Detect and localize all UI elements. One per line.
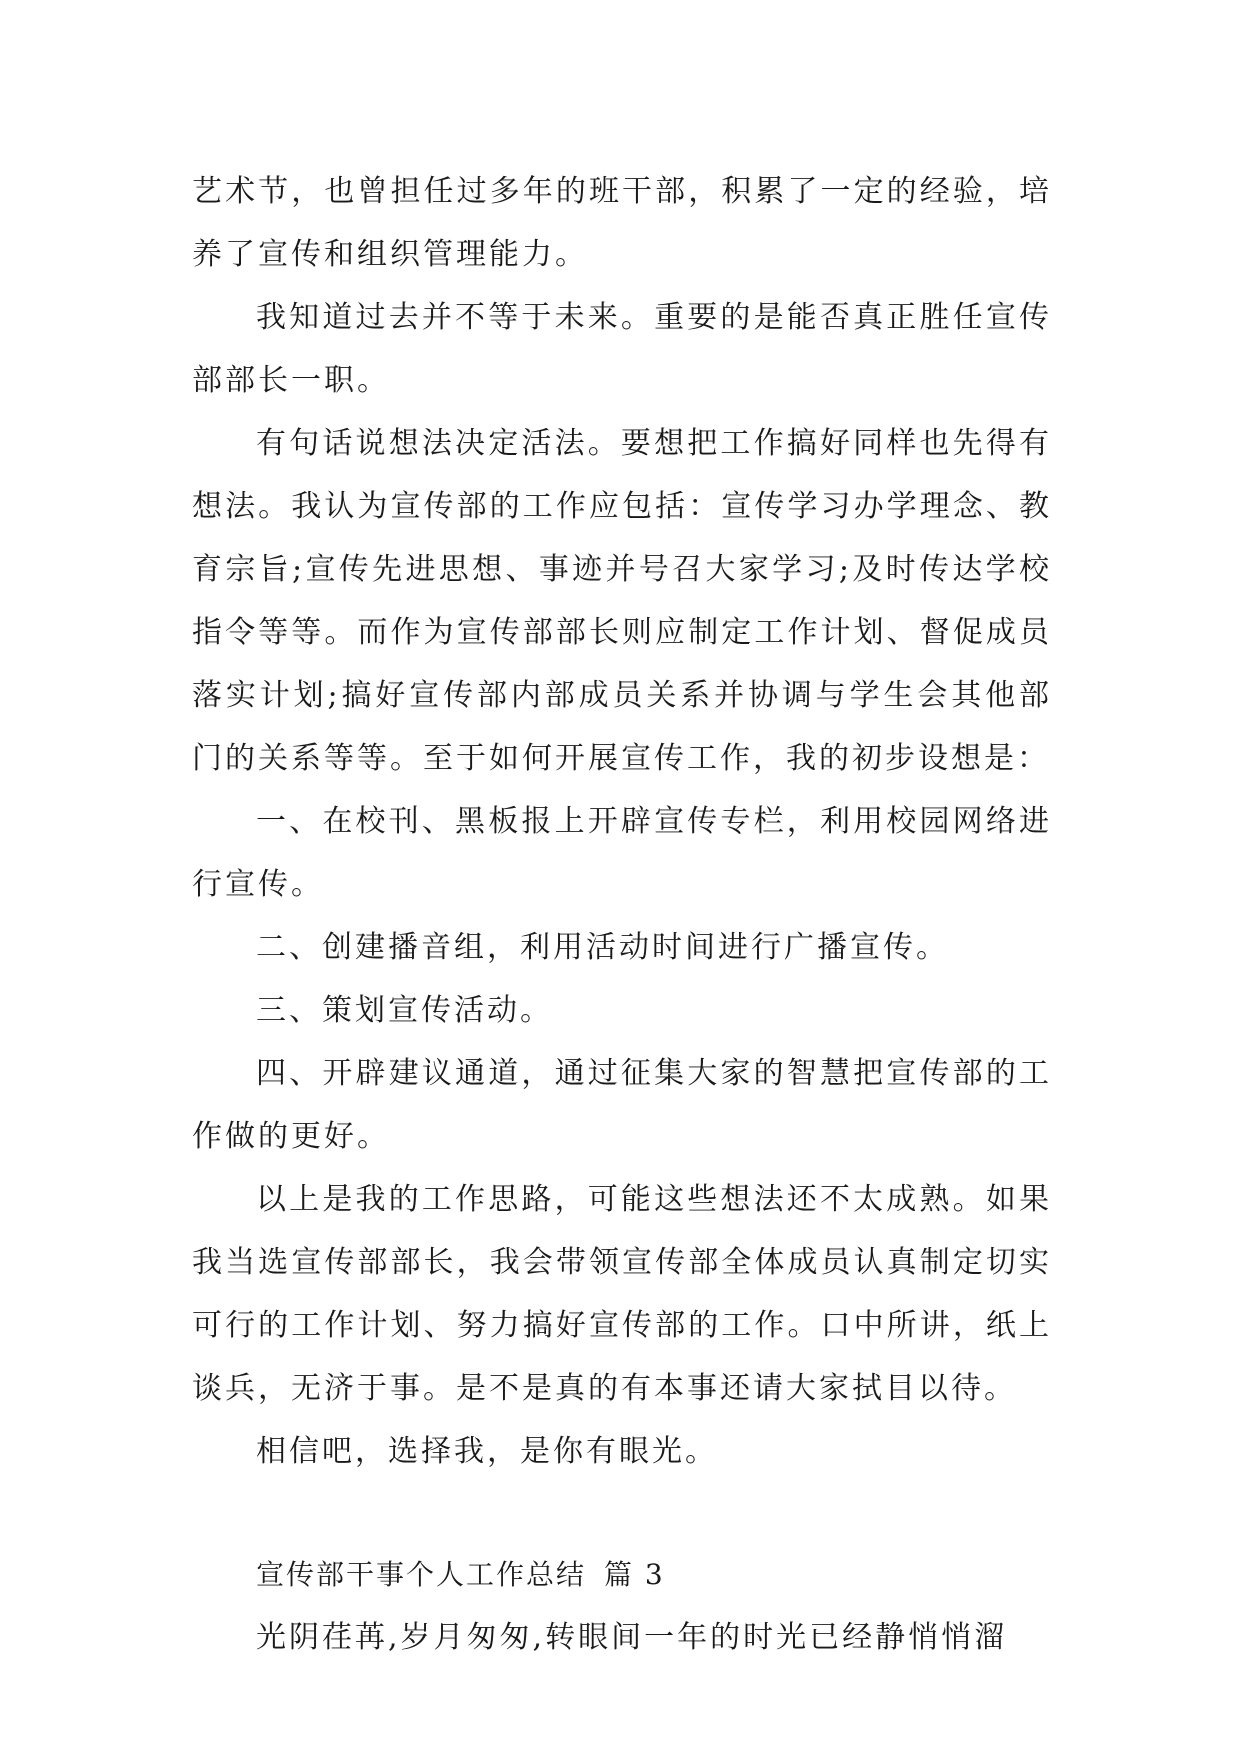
section-heading-number: 篇 3	[604, 1558, 665, 1591]
paragraph: 我知道过去并不等于未来。重要的是能否真正胜任宣传部部长一职。	[192, 300, 1052, 398]
document-body	[192, 160, 1052, 1669]
paragraph-closing: 相信吧，选择我，是你有眼光。	[256, 1434, 718, 1469]
paragraph: 有句话说想法决定活法。要想把工作搞好同样也先得有想法。我认为宣传部的工作应包括：宣传学习办学理念、教育宗旨;宣传先进思想、事迹并号召大家学习;及时传达学校指令等等。而作为宣传部部长则应制定工作计划、督促成员落实计划;搞好宣传部内部成员关系并协调与学生会其他部门的关系等等。至于如何开展宣传工作，我的初步设想是：	[192, 426, 1052, 776]
paragraph-continued: 艺术节，也曾担任过多年的班干部，积累了一定的经验，培养了宣传和组织管理能力。	[192, 174, 1052, 272]
list-item-1: 一、在校刊、黑板报上开辟宣传专栏，利用校园网络进行宣传。	[192, 804, 1052, 902]
list-item-3: 三、策划宣传活动。	[256, 993, 553, 1028]
paragraph: 光阴荏苒,岁月匆匆,转眼间一年的时光已经静悄悄溜	[256, 1620, 1008, 1655]
list-item-2: 二、创建播音组，利用活动时间进行广播宣传。	[256, 930, 949, 965]
list-item-4: 四、开辟建议通道，通过征集大家的智慧把宣传部的工作做的更好。	[192, 1056, 1052, 1154]
paragraph: 以上是我的工作思路，可能这些想法还不太成熟。如果我当选宣传部部长，我会带领宣传部全体成员认真制定切实可行的工作计划、努力搞好宣传部的工作。口中所讲，纸上谈兵，无济于事。是不是真的有本事还请大家拭目以待。	[192, 1182, 1052, 1406]
section-heading	[192, 1543, 1052, 1606]
section-heading-title: 宣传部干事个人工作总结	[256, 1558, 587, 1591]
